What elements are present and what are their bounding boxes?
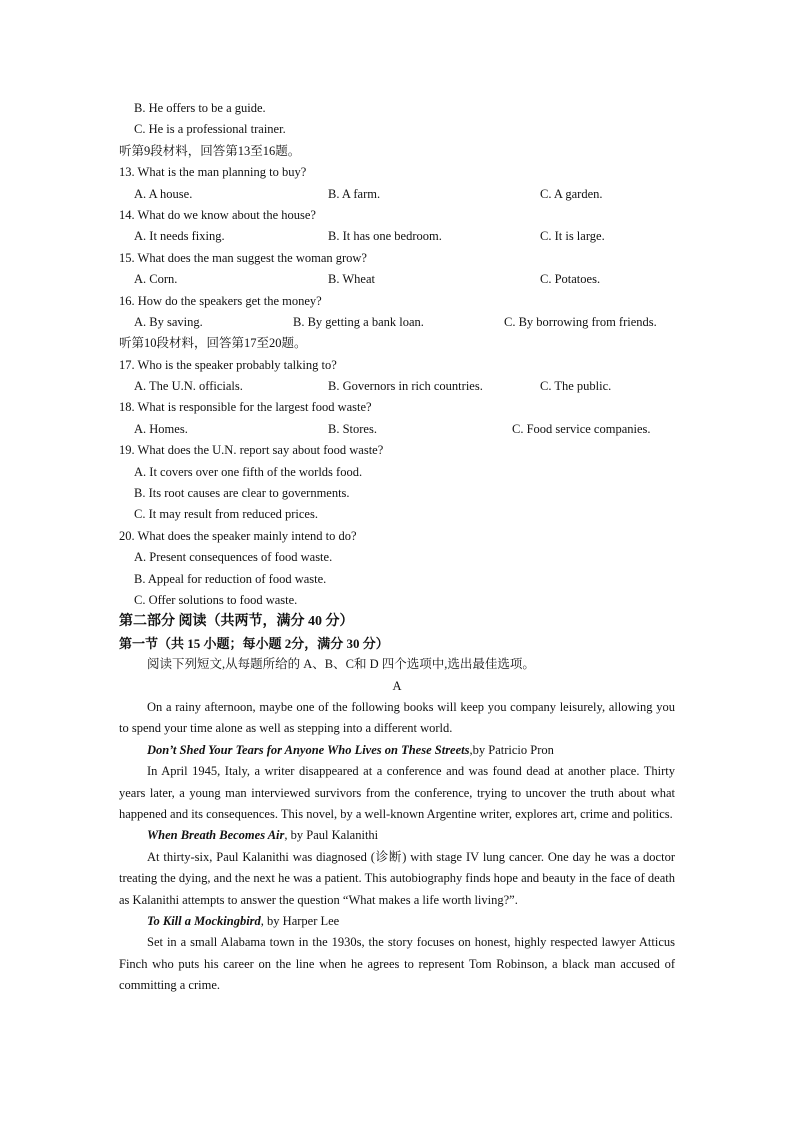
options-16 — [119, 312, 675, 333]
options-15 — [119, 269, 675, 290]
book-title: When Breath Becomes Air — [147, 828, 285, 843]
option-b: B. Wheat — [328, 272, 375, 287]
option-c: C. Offer solutions to food waste. — [134, 592, 298, 607]
option-b: B. Its root causes are clear to governments. — [134, 486, 350, 501]
option-b: B. By getting a bank loan. — [293, 314, 424, 329]
book-author: , by Paul Kalanithi — [284, 828, 379, 843]
option-a: A. It needs fixing. — [134, 229, 225, 244]
option-c: C. It is large. — [540, 229, 605, 244]
book-description: Set in a small Alabama town in the 1930s, the story focuses on honest, highly respected lawyer Atticus Finch who puts his career on the line when he agrees to represent Tom Robinson, a black man accused of committing a crime. — [119, 935, 675, 993]
options-13 — [119, 184, 675, 205]
option-b: B. Appeal for reduction of food waste. — [134, 571, 327, 586]
passage-label: A — [392, 678, 402, 693]
option-line: C. He is a professional trainer. — [134, 122, 286, 137]
option-a: A. It covers over one fifth of the worlds food. — [134, 464, 363, 479]
exam-page — [119, 98, 675, 997]
question-16: 16. How do the speakers get the money? — [119, 293, 322, 308]
option-c: C. By borrowing from friends. — [504, 314, 657, 329]
option-c: C. It may result from reduced prices. — [134, 507, 318, 522]
option-c: C. Food service companies. — [512, 421, 651, 436]
option-b: B. Stores. — [328, 421, 377, 436]
book-description: At thirty-six, Paul Kalanithi was diagnosed (诊断) with stage IV lung cancer. One day he was a doctor treating the dying, and the next he was a patient. This autobiography finds hope and beauty in the face of death as Kalanithi attempts to answer the question “What makes a life worth living?”. — [119, 849, 675, 907]
options-18 — [119, 419, 675, 440]
options-17 — [119, 376, 675, 397]
reading-instruction: 阅读下列短文,从每题所给的 A、B、C和 D 四个选项中,选出最佳选项。 — [147, 657, 535, 672]
option-a: A. The U.N. officials. — [134, 379, 243, 394]
part-heading: 第二部分 阅读（共两节，满分 40 分） — [119, 614, 354, 630]
question-20: 20. What does the speaker mainly intend to do? — [119, 528, 357, 543]
option-a: A. Corn. — [134, 272, 178, 287]
book-title-line — [119, 825, 675, 846]
option-a: A. Present consequences of food waste. — [134, 550, 333, 565]
option-b: B. It has one bedroom. — [328, 229, 442, 244]
section-instruction-10: 听第10段材料，回答第17至20题。 — [119, 336, 307, 351]
question-17: 17. Who is the speaker probably talking to? — [119, 357, 337, 372]
question-15: 15. What does the man suggest the woman grow? — [119, 250, 367, 265]
book-description: In April 1945, Italy, a writer disappeared at a conference and was found dead at another place. Thirty years later, a young man interviewed survivors from the conference, trying to uncover the truth about what happened and its consequences. This novel, by a well-known Argentine writer, explores art, crime and politics. — [119, 764, 675, 821]
option-a: A. A house. — [134, 186, 193, 201]
options-14 — [119, 226, 675, 247]
question-13: 13. What is the man planning to buy? — [119, 165, 307, 180]
option-c: C. Potatoes. — [540, 272, 601, 287]
option-c: C. A garden. — [540, 186, 603, 201]
book-title: To Kill a Mockingbird — [147, 913, 261, 928]
section-instruction-9: 听第9段材料，回答第13至16题。 — [119, 143, 301, 158]
book-author: ,by Patricio Pron — [469, 742, 554, 757]
option-a: A. Homes. — [134, 421, 188, 436]
section-heading: 第一节（共 15 小题；每小题 2分，满分 30 分） — [119, 635, 389, 651]
option-a: A. By saving. — [134, 314, 203, 329]
book-title-line — [119, 740, 675, 761]
passage-intro: On a rainy afternoon, maybe one of the following books will keep you company leisurely, allowing you to spend your time alone as well as stepping into a different world. — [119, 699, 675, 736]
question-18: 18. What is responsible for the largest food waste? — [119, 400, 372, 415]
question-14: 14. What do we know about the house? — [119, 207, 316, 222]
question-19: 19. What does the U.N. report say about food waste? — [119, 443, 384, 458]
option-line: B. He offers to be a guide. — [134, 101, 266, 115]
book-title-line — [119, 911, 675, 932]
option-c: C. The public. — [540, 379, 612, 394]
book-title: Don’t Shed Your Tears for Anyone Who Lives on These Streets — [147, 742, 470, 757]
option-b: B. A farm. — [328, 186, 381, 201]
book-author: , by Harper Lee — [260, 913, 340, 928]
option-b: B. Governors in rich countries. — [328, 379, 483, 394]
